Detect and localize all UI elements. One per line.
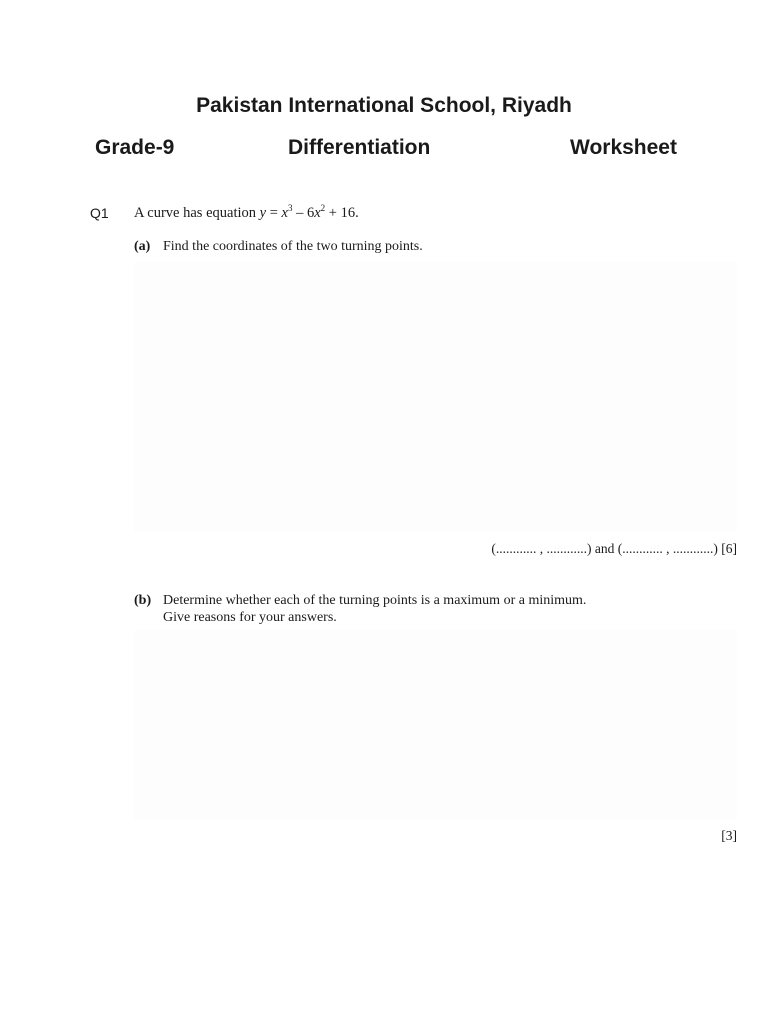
eq-constant: + 16. (325, 204, 359, 221)
topic-label: Differentiation (288, 136, 431, 159)
eq-x-squared: x (314, 204, 321, 221)
question-stem (134, 203, 359, 222)
part-a-working-space[interactable] (134, 262, 737, 532)
eq-x-cubed: x (281, 204, 288, 221)
worksheet-label: Worksheet (570, 136, 677, 159)
part-b-label: (b) (134, 593, 152, 608)
grade-label: Grade-9 (95, 136, 175, 159)
eq-exponent-2: 2 (320, 203, 326, 213)
eq-y: y (259, 204, 267, 221)
stem-prefix: A curve has equation (134, 204, 260, 221)
part-b-working-space[interactable] (134, 630, 737, 820)
part-a-label: (a) (134, 239, 151, 254)
part-b-line2: Give reasons for your answers. (163, 610, 337, 625)
eq-equals: = (266, 204, 282, 221)
eq-exponent-3: 3 (287, 203, 293, 213)
part-a-answer-line: (............ , ............) and (............ , ............) [6] (491, 541, 737, 556)
school-title: Pakistan International School, Riyadh (196, 94, 572, 117)
part-b (134, 592, 586, 626)
question-number: Q1 (90, 205, 109, 221)
part-b-marks: [3] (721, 828, 737, 843)
eq-minus-six: – 6 (292, 204, 315, 221)
part-b-line1: Determine whether each of the turning points is a maximum or a minimum. (163, 593, 587, 608)
part-a-text: Find the coordinates of the two turning points. (163, 239, 423, 254)
part-a (134, 238, 423, 255)
